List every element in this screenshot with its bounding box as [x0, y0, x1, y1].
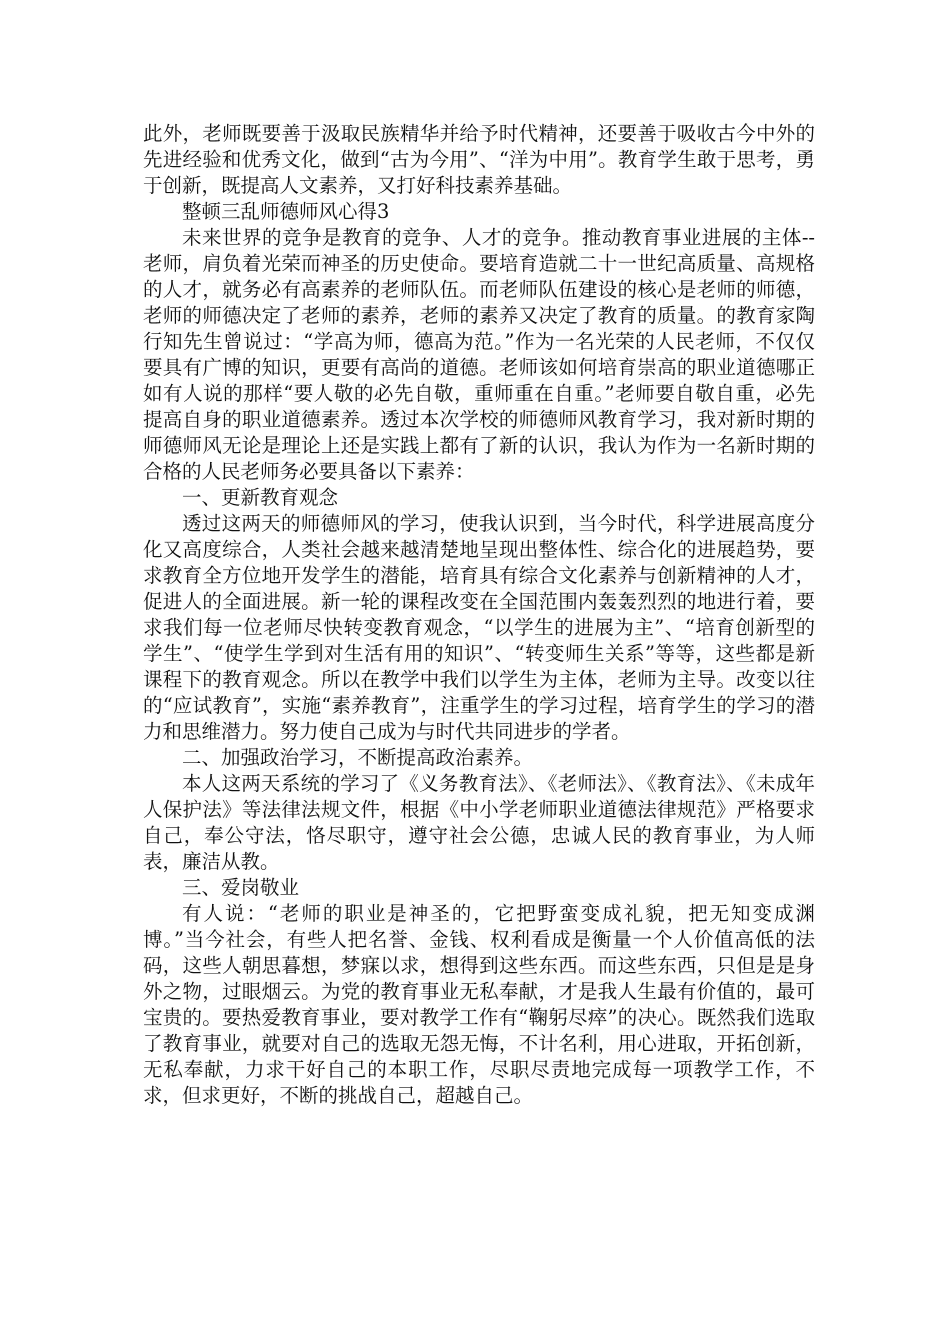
paragraph-body: 有人说：“老师的职业是神圣的，它把野蛮变成礼貌，把无知变成渊博。”当今社会，有些人把名誉、金钱、权利看成是衡量一个人价值高低的法码，这些人朝思暮想，梦寐以求，想得到这些东西。而这些东西，只但是是身外之物，过眼烟云。为党的教育事业无私奉献，才是我人生最有价值的，最可宝贵的。要热爱教育事业，要对教学工作有“鞠躬尽瘁”的决心。既然我们选取了教育事业，就要对自己的选取无怨无悔，不计名利，用心进取，开拓创新，无私奉献，力求干好自己的本职工作，尽职尽责地完成每一项教学工作，不求，但求更好，不断的挑战自己，超越自己。 — [143, 902, 815, 1107]
section-title: 整顿三乱师德师风心得3 — [182, 200, 390, 223]
paragraph-body: 未来世界的竞争是教育的竞争、人才的竞争。推动教育事业进展的主体--老师，肩负着光荣而神圣的历史使命。要培育造就二十一世纪高质量、高规格的人才，就务必有高素养的老师队伍。而老师队伍建设的核心是老师的师德，老师的师德决定了老师的素养，老师的素养又决定了教育的质量。的教育家陶行知先生曾说过：“学高为师，德高为范。”作为一名光荣的人民老师，不仅仅要具有广博的知识，更要有高尚的道德。老师该如何培育崇高的职业道德哪正如有人说的那样“要人敬的必先自敬，重师重在自重。”老师要自敬自重，必先提高自身的职业道德素养。透过本次学校的师德师风教育学习，我对新时期的师德师风无论是理论上还是实践上都有了新的认识，我认为作为一名新时期的合格的人民老师务必要具备以下素养： — [143, 226, 815, 483]
document-page — [143, 121, 815, 1109]
section-heading-2: 二、加强政治学习，不断提高政治素养。 — [182, 746, 534, 769]
section-heading-3: 三、爱岗敬业 — [182, 876, 300, 899]
section-heading-1: 一、更新教育观念 — [182, 486, 339, 509]
paragraph-body: 透过这两天的师德师风的学习，使我认识到，当今时代，科学进展高度分化又高度综合，人类社会越来越清楚地呈现出整体性、综合化的进展趋势，要求教育全方位地开发学生的潜能，培育具有综合文化素养与创新精神的人才，促进人的全面进展。新一轮的课程改变在全国范围内轰轰烈烈的地进行着，要求我们每一位老师尽快转变教育观念，“以学生的进展为主”、“培育创新型的学生”、“使学生学到对生活有用的知识”、“转变师生关系”等等，这些都是新课程下的教育观念。所以在教学中我们以学生为主体，老师为主导。改变以往的“应试教育”，实施“素养教育”，注重学生的学习过程，培育学生的学习的潜力和思维潜力。努力使自己成为与时代共同进步的学者。 — [143, 512, 815, 743]
paragraph-intro: 此外，老师既要善于汲取民族精华并给予时代精神，还要善于吸收古今中外的先进经验和优秀文化，做到“古为今用”、“洋为中用”。教育学生敢于思考，勇于创新，既提高人文素养，又打好科技素养基础。 — [143, 122, 815, 197]
paragraph-body: 本人这两天系统的学习了《义务教育法》、《老师法》、《教育法》、《未成年人保护法》等法律法规文件，根据《中小学老师职业道德法律规范》严格要求自己，奉公守法，恪尽职守，遵守社会公德，忠诚人民的教育事业，为人师表，廉洁从教。 — [143, 772, 815, 873]
